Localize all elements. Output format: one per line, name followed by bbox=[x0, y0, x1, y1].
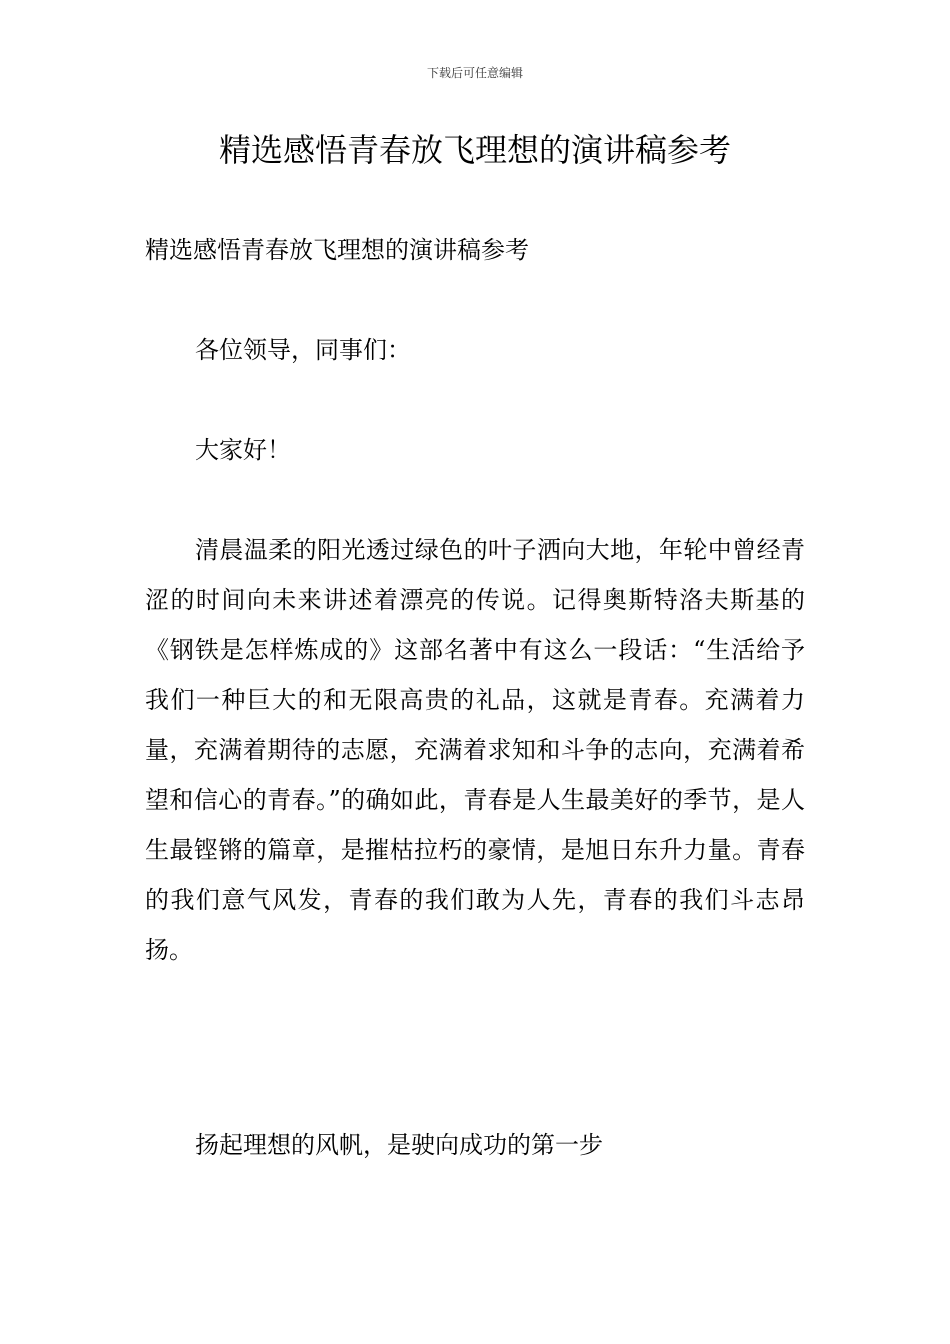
section-heading: 扬起理想的风帆，是驶向成功的第一步 bbox=[195, 1131, 603, 1159]
greeting: 大家好！ bbox=[195, 436, 291, 464]
body-paragraph: 清晨温柔的阳光透过绿色的叶子洒向大地，年轮中曾经青涩的时间向未来讲述着漂亮的传说。记得奥斯特洛夫斯基的《钢铁是怎样炼成的》这部名著中有这么一段话：“生活给予我们一种巨大的和无限高贵的礼品，这就是青春。充满着力量，充满着期待的志愿，充满着求知和斗争的志向，充满着希望和信心的青春。”的确如此，青春是人生最美好的季节，是人生最铿锵的篇章，是摧枯拉朽的豪情，是旭日东升力量。青春的我们意气风发，青春的我们敢为人先，青春的我们斗志昂扬。 bbox=[145, 536, 805, 964]
header-note: 下载后可任意编辑 bbox=[426, 66, 523, 80]
salutation: 各位领导，同事们： bbox=[195, 336, 411, 364]
document-title: 精选感悟青春放飞理想的演讲稿参考 bbox=[218, 131, 731, 169]
document-subtitle: 精选感悟青春放飞理想的演讲稿参考 bbox=[145, 236, 529, 264]
